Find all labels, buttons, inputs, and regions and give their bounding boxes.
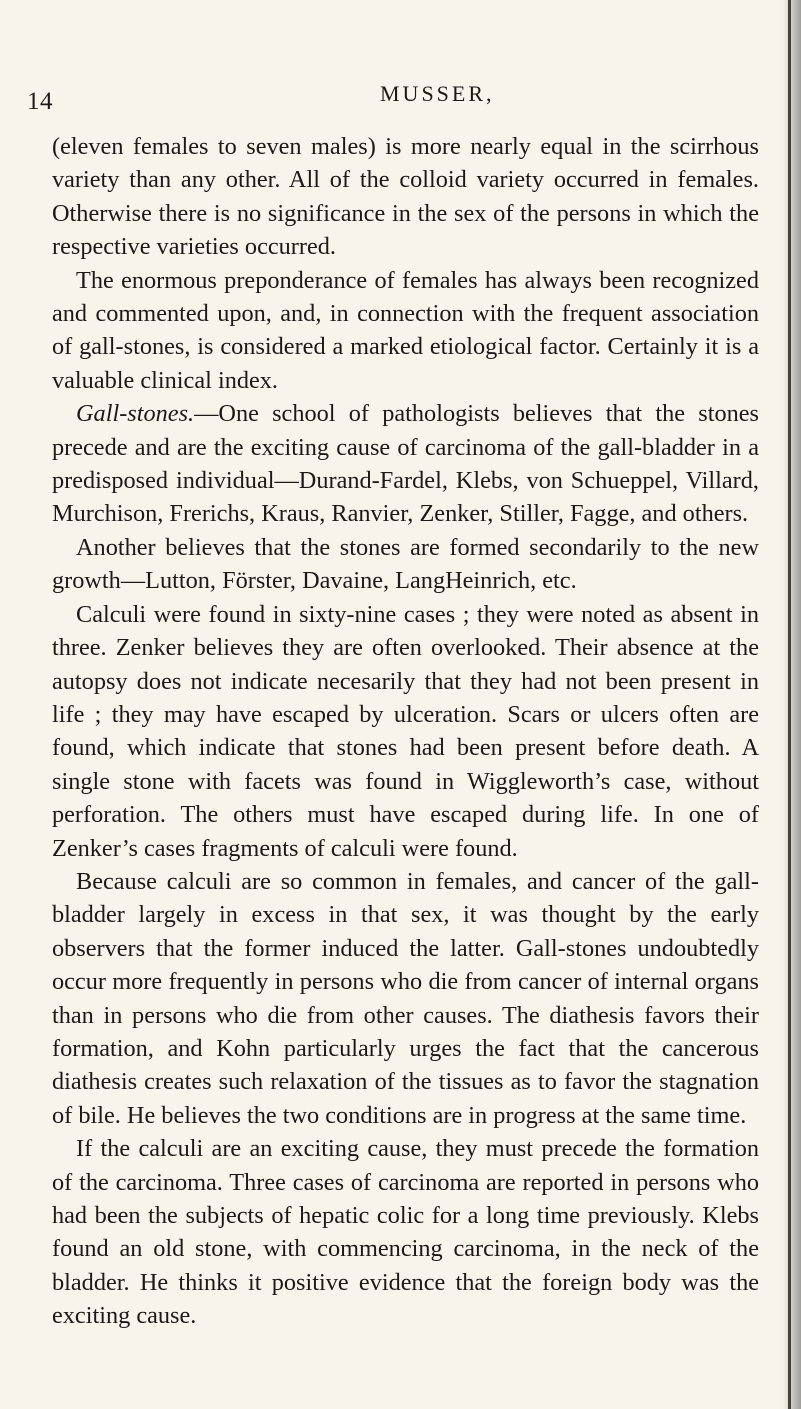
paragraph: (eleven females to seven males) is more nearly equal in the scirrhous variety than any other. All of the colloid variety occurred in females. Otherwise there is no significance in the sex of the persons in which the respective varieties occurred.	[52, 133, 759, 261]
page-header	[27, 78, 727, 114]
running-head: MUSSER,	[380, 81, 495, 106]
page-edge-line	[788, 0, 791, 1409]
body-text	[52, 130, 759, 1333]
paragraph: If the calculi are an exciting cause, they must precede the formation of the carcinoma. Three cases of carcinoma are reported in persons who had been the subjects of hepatic colic for a long time previously. Klebs found an old stone, with commencing carcinoma, in the neck of the bladder. He thinks it positive evidence that the foreign body was the exciting cause.	[52, 1135, 759, 1330]
paragraph-text: —One school of pathologists believes that the stones precede and are the exciting cause of carcinoma of the gall-bladder in a predisposed individual—Durand-Fardel, Klebs, von Schueppel, Villard, Murchison, Frerichs, Kraus, Ranvier, Zenker, Stiller, Fagge, and others.	[52, 400, 759, 528]
paragraph: Another believes that the stones are formed secondarily to the new growth—Lutton, Förster, Davaine, LangHeinrich, etc.	[52, 533, 759, 595]
paragraph	[52, 397, 759, 531]
paragraph: The enormous preponderance of females has always been recognized and commented upon, and, in connection with the frequent association of gall-stones, is considered a marked etiological factor. Certainly it is a valuable clinical index.	[52, 266, 759, 394]
paragraph: Calculi were found in sixty-nine cases ; they were noted as absent in three. Zenker believes they are often overlooked. Their absence at the autopsy does not indicate necesarily that they had not been present in life ; they may have escaped by ulceration. Scars or ulcers often are found, which indicate that stones had been present before death. A single stone with facets was found in Wiggleworth’s case, without perforation. The others must have escaped during life. In one of Zenker’s cases fragments of calculi were found.	[52, 600, 759, 862]
page-edge-shadow	[783, 0, 801, 1409]
section-run-in-heading: Gall-stones.	[76, 400, 195, 428]
page-number: 14	[27, 88, 53, 115]
paragraph: Because calculi are so common in females, and cancer of the gall-bladder largely in excess in that sex, it was thought by the early observers that the former induced the latter. Gall-stones undoubtedly occur more frequently in persons who die from cancer of internal organs than in persons who die from other causes. The diathesis favors their formation, and Kohn particularly urges the fact that the cancerous diathesis creates such relaxation of the tissues as to favor the stagnation of bile. He believes the two conditions are in progress at the same time.	[52, 867, 759, 1129]
